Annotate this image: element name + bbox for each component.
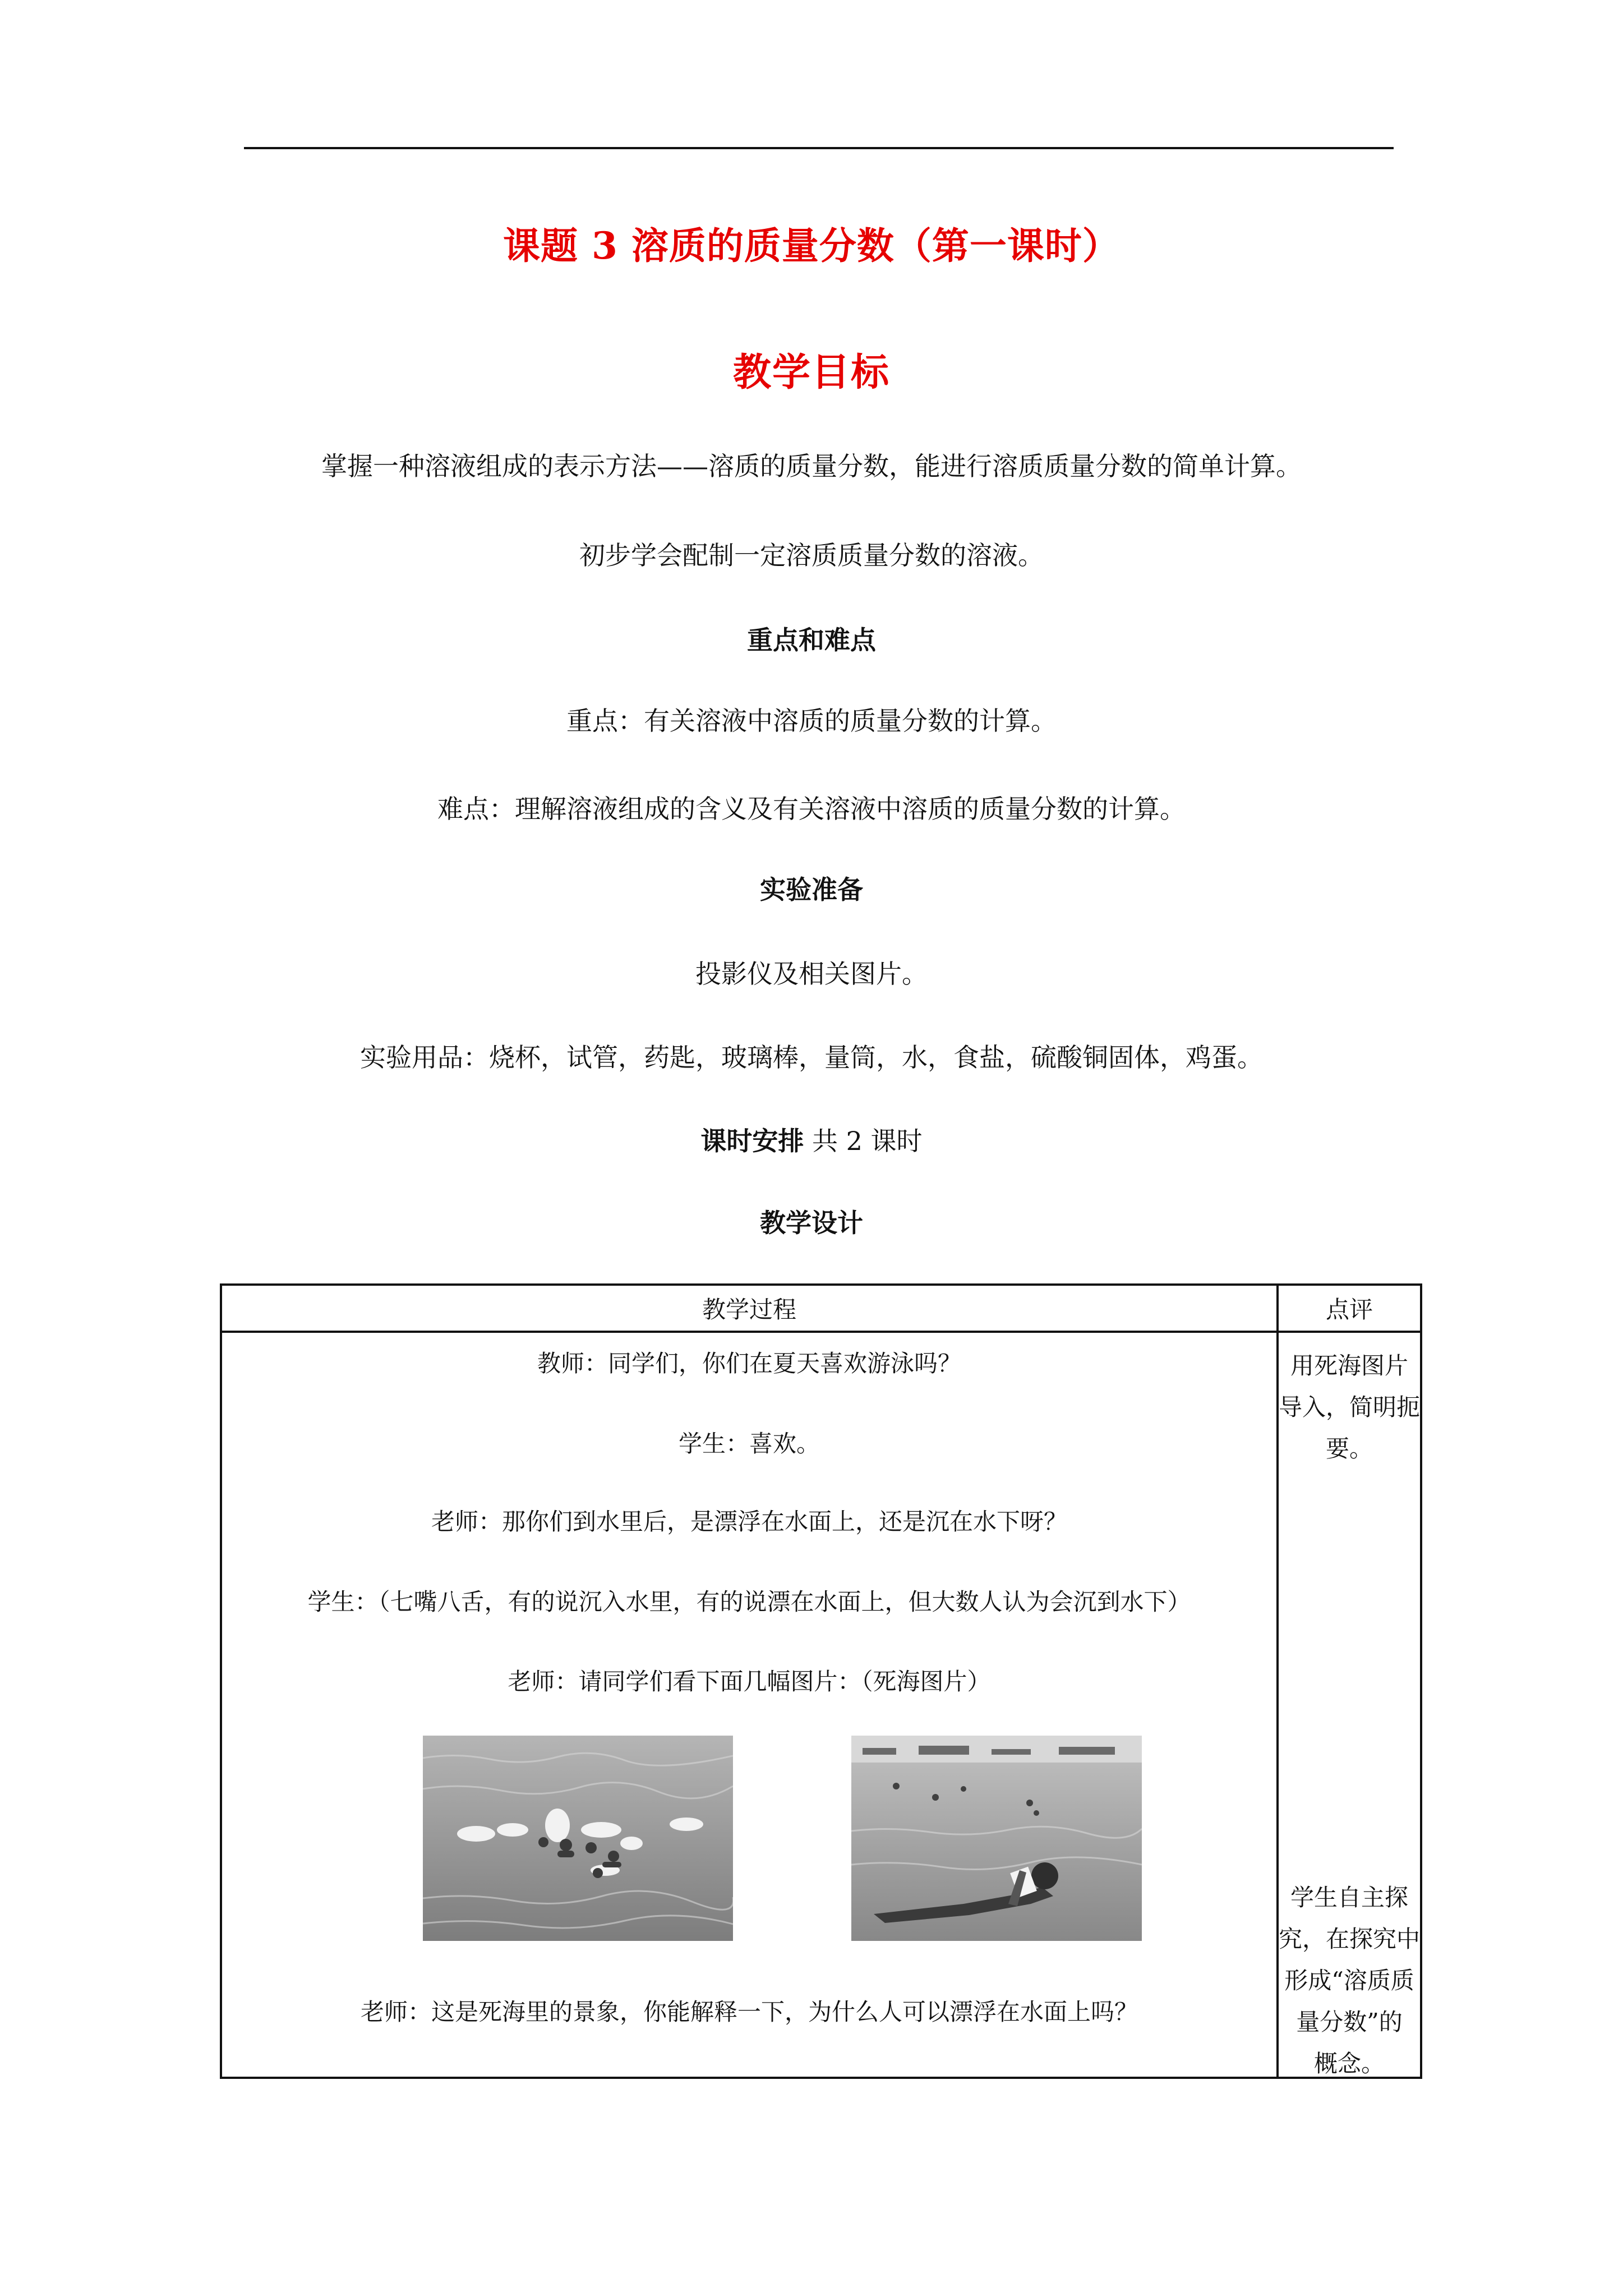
- dead-sea-photo-man-reading: [851, 1736, 1142, 1941]
- key-point-text: 重点：有关溶液中溶质的质量分数的计算。: [566, 706, 1057, 736]
- dialogue-line: 学生：（七嘴八舌，有的说沉入水里，有的说漂在水面上，但大数人认为会沉到水下）: [307, 1588, 1191, 1616]
- table-row: [221, 1332, 1421, 2078]
- lesson-title: 课题 3 溶质的质量分数（第一课时）: [503, 224, 1120, 268]
- column-header-comment: 点评: [1278, 1285, 1421, 1332]
- schedule-label: 课时安排: [700, 1126, 804, 1156]
- preparation-heading: 实验准备: [760, 875, 863, 905]
- preparation-projector: 投影仪及相关图片。: [695, 959, 928, 989]
- objective-item-1: 掌握一种溶液组成的表示方法——溶质的质量分数，能进行溶质质量分数的简单计算。: [321, 451, 1302, 481]
- dialogue-line: 学生：喜欢。: [678, 1430, 820, 1457]
- dialogue-line: 老师：这是死海里的景象，你能解释一下，为什么人可以漂浮在水面上吗？: [360, 1998, 1138, 2026]
- comment-cell: [1278, 1332, 1421, 2078]
- difficult-point-text: 难点：理解溶液组成的含义及有关溶液中溶质的质量分数的计算。: [437, 794, 1186, 824]
- objective-item-2: 初步学会配制一定溶质质量分数的溶液。: [579, 540, 1044, 570]
- key-points-heading: 重点和难点: [747, 625, 876, 655]
- header-rule: [244, 147, 1394, 149]
- schedule-value: 共 2 课时: [812, 1126, 923, 1156]
- dead-sea-photo-group-floating: [423, 1736, 733, 1941]
- comment-intro: 用死海图片 导入，简明扼 要。: [1279, 1352, 1421, 1462]
- objectives-heading: 教学目标: [732, 350, 890, 395]
- design-heading: 教学设计: [760, 1208, 863, 1238]
- column-header-process: 教学过程: [221, 1285, 1278, 1332]
- dialogue-line: 老师：那你们到水里后，是漂浮在水面上，还是沉在水下呀？: [431, 1508, 1067, 1535]
- preparation-materials: 实验用品：烧杯，试管，药匙，玻璃棒，量筒，水，食盐，硫酸铜固体，鸡蛋。: [360, 1042, 1263, 1073]
- dialogue-line: 老师：请同学们看下面几幅图片：（死海图片）: [508, 1668, 991, 1695]
- table-header-row: [221, 1285, 1421, 1332]
- comment-inquiry: 学生自主探 究，在探究中 形成“溶质质 量分数”的 概念。: [1279, 1884, 1421, 2077]
- schedule-line: [0, 1128, 1623, 1154]
- process-cell: [221, 1332, 1278, 2078]
- teaching-design-table: [220, 1283, 1422, 2079]
- dialogue-line: 教师：同学们，你们在夏天喜欢游泳吗？: [537, 1350, 961, 1377]
